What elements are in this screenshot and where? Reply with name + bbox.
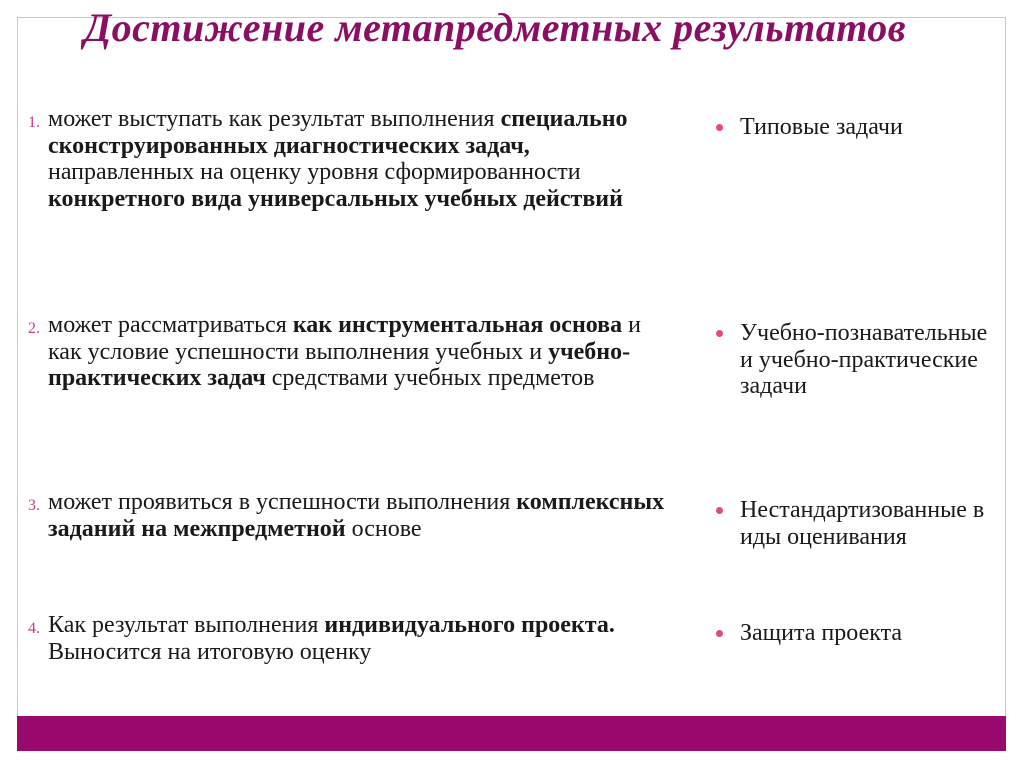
- item-text: может проявиться в успешности выполнения комплексных заданий на межпредметной основе: [48, 489, 665, 542]
- list-item-4: [28, 612, 668, 665]
- item-number: 4.: [28, 620, 40, 637]
- item-text: может выступать как результат выполнения специально сконструированных диагностических задач, направленных на оценку уровня сформированности конкретного вида универсальных учебных действий: [48, 106, 628, 212]
- bullet-dot-icon: [716, 630, 723, 637]
- bullet-dot-icon: [716, 330, 723, 337]
- bottom-accent-bar: [17, 716, 1006, 751]
- bullet-item-2: Учебно-познавательные и учебно-практические задачи: [712, 320, 990, 400]
- list-item-3: [28, 489, 668, 542]
- item-number: 1.: [28, 114, 40, 131]
- item-number: 3.: [28, 497, 40, 514]
- bullet-dot-icon: [716, 507, 723, 514]
- item-text: Как результат выполнения индивидуального проекта. Выносится на итоговую оценку: [48, 612, 615, 665]
- item-text: может рассматриваться как инструментальная основа и как условие успешности выполнения учебных и учебно-практических задач средствами учебных предметов: [48, 312, 641, 391]
- list-item-2: [28, 312, 668, 392]
- item-number: 2.: [28, 320, 40, 337]
- bullet-dot-icon: [716, 124, 723, 131]
- bullet-item-4: Защита проекта: [712, 620, 990, 647]
- bullet-item-1: Типовые задачи: [712, 114, 990, 141]
- bullet-item-3: Нестандартизованные виды оценивания: [712, 497, 992, 550]
- slide-title: Достижение метапредметных результатов: [83, 5, 907, 50]
- list-item-1: [28, 106, 668, 212]
